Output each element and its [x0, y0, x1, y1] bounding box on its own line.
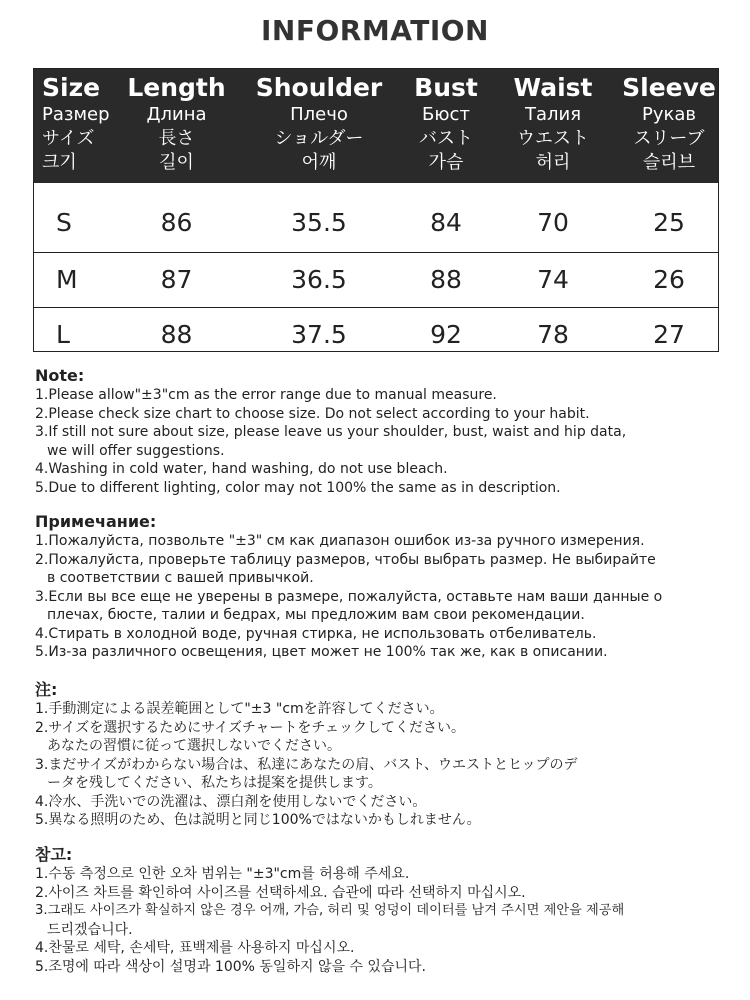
header-length-en: Length	[127, 73, 226, 102]
notes-japanese	[35, 680, 735, 830]
note-line: 1.Пожалуйста, позвольте "±3" см как диапазон ошибок из-за ручного измерения.	[35, 533, 645, 549]
cell-waist: 78	[537, 320, 569, 349]
header-waist-ja: ウエスト	[517, 128, 589, 149]
cell-shoulder: 37.5	[291, 320, 347, 349]
cell-sleeve: 26	[653, 265, 685, 294]
note-line: 5.조명에 따라 색상이 설명과 100% 동일하지 않을 수 있습니다.	[35, 958, 426, 975]
table-row	[34, 307, 718, 363]
note-line: 3.If still not sure about size, please leave us your shoulder, bust, waist and hip data,	[35, 424, 627, 440]
header-bust-ja: バスト	[419, 128, 473, 149]
header-sleeve	[622, 73, 716, 175]
note-line: 2.사이즈 차트를 확인하여 사이즈를 선택하세요. 습관에 따라 선택하지 마십시오.	[35, 884, 526, 901]
header-shoulder-ja: ショルダー	[274, 128, 364, 149]
cell-waist: 74	[537, 265, 569, 294]
note-line: 3.Если вы все еще не уверены в размере, пожалуйста, оставьте нам ваши данные о	[35, 588, 663, 605]
header-shoulder-ko: 어깨	[301, 152, 337, 173]
note-line: 2.Пожалуйста, проверьте таблицу размеров, чтобы выбрать размер. Не выбирайте	[35, 551, 656, 568]
header-size-ru: Размер	[42, 104, 110, 125]
note-line: 1.手動測定による誤差範囲として"±3 "cmを許容してください。	[35, 701, 444, 717]
header-shoulder-en: Shoulder	[255, 73, 383, 102]
cell-size: S	[56, 208, 72, 237]
cell-sleeve: 27	[653, 320, 685, 349]
notes-korean	[35, 845, 735, 976]
header-waist	[504, 73, 602, 175]
header-sleeve-en: Sleeve	[622, 73, 716, 102]
header-shoulder	[254, 73, 384, 175]
notes-heading: 참고:	[35, 845, 73, 864]
header-bust	[406, 73, 486, 175]
note-line: 4.Стирать в холодной воде, ручная стирка, не использовать отбеливатель.	[35, 625, 597, 642]
note-line: 1.Please allow"±3"cm as the error range due to manual measure.	[35, 387, 497, 403]
notes-russian	[35, 512, 735, 662]
header-bust-en: Bust	[414, 73, 478, 102]
note-line: 1.수동 측정으로 인한 오차 범위는 "±3"cm를 허용해 주세요.	[35, 866, 410, 882]
cell-size: L	[56, 320, 70, 349]
header-sleeve-ru: Рукав	[641, 104, 697, 125]
cell-size: M	[56, 265, 78, 294]
header-waist-ru: Талия	[524, 104, 582, 125]
header-waist-ko: 허리	[535, 152, 571, 173]
header-size-ko: 크기	[42, 152, 77, 173]
cell-sleeve: 25	[653, 208, 685, 237]
header-length-ko: 길이	[159, 152, 194, 173]
header-bust-ko: 가슴	[428, 152, 464, 173]
header-size-en: Size	[42, 73, 101, 102]
cell-length: 87	[160, 265, 193, 294]
header-sleeve-ja: スリーブ	[633, 128, 705, 149]
note-line: ータを残してください、私たちは提案を提供します。	[47, 775, 382, 791]
note-line: 4.冷水、手洗いでの洗濯は、漂白剤を使用しないでください。	[35, 793, 427, 810]
header-size	[42, 73, 110, 175]
cell-bust: 92	[430, 320, 462, 349]
table-header	[34, 69, 718, 183]
note-line: 2.Please check size chart to choose size. Do not select according to your habit.	[35, 405, 590, 422]
note-line: 3.まだサイズがわからない場合は、私達にあなたの肩、バスト、ウエストとヒップのデ	[35, 756, 578, 773]
note-line: 4.찬물로 세탁, 손세탁, 표백제를 사용하지 마십시오.	[35, 940, 355, 956]
header-sleeve-ko: 슬리브	[642, 152, 696, 173]
note-line: плечах, бюсте, талии и бедрах, мы предложим вам свои рекомендации.	[47, 607, 585, 623]
header-waist-en: Waist	[513, 73, 593, 102]
header-size-ja: サイズ	[42, 128, 95, 149]
table-row	[34, 252, 718, 308]
cell-length: 86	[160, 208, 193, 237]
table-row	[34, 196, 718, 252]
note-line: 5.Из-за различного освещения, цвет может не 100% так же, как в описании.	[35, 644, 608, 660]
note-line: we will offer suggestions.	[47, 442, 225, 459]
notes-heading: 注:	[35, 680, 58, 699]
cell-bust: 88	[430, 265, 462, 294]
note-line: 4.Washing in cold water, hand washing, do not use bleach.	[35, 461, 448, 477]
cell-shoulder: 35.5	[291, 208, 347, 237]
notes-heading: Note:	[35, 366, 85, 385]
note-line: 5.Due to different lighting, color may not 100% the same as in description.	[35, 479, 561, 496]
header-length	[124, 73, 229, 175]
header-length-ru: Длина	[146, 104, 207, 125]
size-chart-table	[33, 68, 719, 352]
page-title: INFORMATION	[261, 14, 489, 47]
cell-bust: 84	[430, 208, 462, 237]
note-line: 2.サイズを選択するためにサイズチャートをチェックしてください。	[35, 719, 465, 736]
note-line: 3.그래도 사이즈가 확실하지 않은 경우 어깨, 가슴, 허리 및 엉덩이 데이터를 남겨 주시면 제안을 제공해	[35, 903, 625, 918]
note-line: 드리겠습니다.	[47, 921, 133, 938]
cell-shoulder: 36.5	[291, 265, 347, 294]
header-shoulder-ru: Плечо	[290, 104, 348, 125]
cell-length: 88	[160, 320, 193, 349]
notes-heading: Примечание:	[35, 512, 157, 531]
cell-waist: 70	[537, 208, 569, 237]
note-line: 5.異なる照明のため、色は説明と同じ100%ではないかもしれません。	[35, 812, 481, 828]
note-line: в соответствии с вашей привычкой.	[47, 570, 314, 586]
note-line: あなたの習慣に従って選択しないでください。	[47, 738, 341, 754]
header-bust-ru: Бюст	[422, 104, 470, 125]
notes-english	[35, 366, 735, 497]
header-length-ja: 長さ	[158, 128, 195, 149]
